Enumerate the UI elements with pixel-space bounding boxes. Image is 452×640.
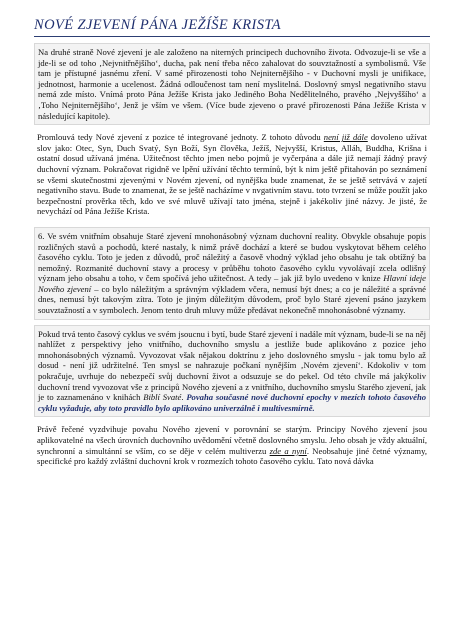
emphasized-text: Povaha současné nové duchovní epochy v mezích tohoto časového cyklu vyžaduje, aby toto pravidlo bylo aplikováno univerzálně i multivesmírně. — [38, 392, 427, 413]
text-block — [34, 227, 430, 320]
paragraph — [38, 47, 426, 121]
paragraph-text: – co bylo náležitým a správným výkladem včera, nemusí být dnes; a co je náležité a správné dnes, nemusí být takovým zítra. Toto je jiným důležitým důvodem, proč bylo Staré zjevení psáno jazykem souvztažností a v symbolech. Jenom tento druh mluvy může předávat nekonečně mnohonásobné významy. — [38, 283, 426, 316]
document-body — [34, 43, 430, 469]
emphasized-text: zde a nyní — [269, 445, 307, 456]
text-block — [34, 325, 430, 418]
paragraph-text: dovoleno užívat slov jako: Otec, Syn, Duch Svatý, Syn Boží, Syn člověka, Ježíš, Nejvyšší, Kristus, Alláh, Buddha, Krišna i ostatní dosud užívaná jména. Užitečnost těchto jmen nebo pojmů je vyčerpána a dále již nemají žádný pravý duchovní význam. Pokračovat rigidně ve lpění užívání těchto termínů, být k nim ještě přitahován po seznámení se všemi skutečnostmi zjevenými v Novém zjevení, od nynějška bude znamenat, že se ještě setrvává v zajetí negativního stavu. Bude to znamenat, že se ještě nacházíme v nvgativním stavu. toto tvrzení se může použít jako bezpečnostní prověrka těch, kdo ve své mluvě užívají tato jména, stejně i jakékoliv jiné názvy. Je jisté, že nevychází od Pána Ježíše Krista. — [37, 132, 427, 217]
paragraph-text: Promlouvá tedy Nové zjevení z pozice té integrované jednoty. Z tohoto důvodu — [37, 132, 324, 143]
paragraph — [38, 231, 426, 316]
emphasized-text: není již dále — [323, 132, 368, 143]
text-block — [34, 422, 430, 468]
paragraph — [38, 329, 426, 414]
text-block — [34, 43, 430, 125]
emphasized-text: Biblí Svaté — [143, 392, 182, 403]
emphasized-text: Hlavní ideje Nového zjevení — [38, 273, 426, 294]
text-block — [34, 130, 430, 219]
paragraph-text: Právě řečené vyzdvihuje povahu Nového zjevení v porovnání se starým. Principy Nového zjevení jsou aplikovatelné na všech úrovních duchovního uvědomění včetně doslovného smyslu. Jeho obsah je vždy aktuální, synchronní a simultánní se vším, co se děje v celém multiverzu — [37, 424, 427, 456]
paragraph-text: Na druhé straně Nové zjevení je ale založeno na niterných principech duchovního života. Odvozuje-li se vše a jde-li se od toho ‚Nejvnitřnějšího‘, ducha, pak není třeba něco zahalovat do souvztažností a symbolismů. Vše tam je přístupné jasnému zření. V samé přirozenosti toho Nejniternějšího - v Duchovní mysli je unifikace, jednotnost, harmonie a ucelenost. Žádná odloučenost tam není myslitelná. Doslovný smysl negativního stavu nemá zde místo. Vnímá proto Pána Ježíše Krista jako Jediného Boha Nedělitelného, pravého ‚Nejvyššího‘ a ‚Toho Nejniternějšího‘, Jenž je vším ve všem. (Více bude zjeveno o pravé přirozenosti Pána Ježíše Krista v následující kapitole). — [38, 47, 426, 121]
paragraph-text: . — [181, 392, 187, 403]
page-title: NOVÉ ZJEVENÍ PÁNA JEŽÍŠE KRISTA — [34, 17, 282, 33]
paragraph — [37, 424, 427, 466]
page-header — [34, 10, 430, 37]
paragraph-text: 6. Ve svém vnitřním obsahuje Staré zjevení mnohonásobný význam duchovní reality. Obvykle obsahuje popis rozličných stavů a pochodů, které nastaly, k nimž právě dochází a které se budou vyskytovat během celého časového cyklu. Toto je jeden z důvodů, proč náležitý a časově vhodný výklad jeho obsahu je tak obtížný ba nemožný. Rozmanité duchovní stavy a procesy v průběhu tohoto časového cyklu vyvolávají zcela odlišný význam jeho obsahu a toho, v čem spočívá jeho užitečnost. A tedy – jak již bylo uvedeno v knize — [38, 230, 426, 284]
paragraph — [37, 132, 427, 217]
paragraph-text: . Neobsahuje jiné četné významy, specifické pro každý zvláštní duchovní krok v rozmezích tohoto časového cyklu. Tato nová dávka — [37, 445, 427, 467]
paragraph-text: Pokud trvá tento časový cyklus ve svém jsoucnu i bytí, bude Staré zjevení i nadále mít význam, bude-li se na něj nahlížet z perspektivy jeho vnitřního, duchovního smyslu a jestliže bude aplikováno z pozice jeho mnohonásobných významů. Vyvozovat však nějakou doktrínu z jeho doslovného smyslu - jak tomu bylo až dosud - není již udržitelné. Ten smysl se nahrazuje počkaní nynějším ‚Novém zjevení‘. Kdokoliv v tom pokračuje, uvrhuje do nebezpečí svůj duchovní život a odsuzuje se do pekel. Od této chvíle má jakýkoliv duchovní trend vyvozovat vše z principů Nového zjevení a z vnitřního, duchovního smyslu Starého zjevení, jak je to zaznamenáno v knihách — [38, 328, 426, 403]
